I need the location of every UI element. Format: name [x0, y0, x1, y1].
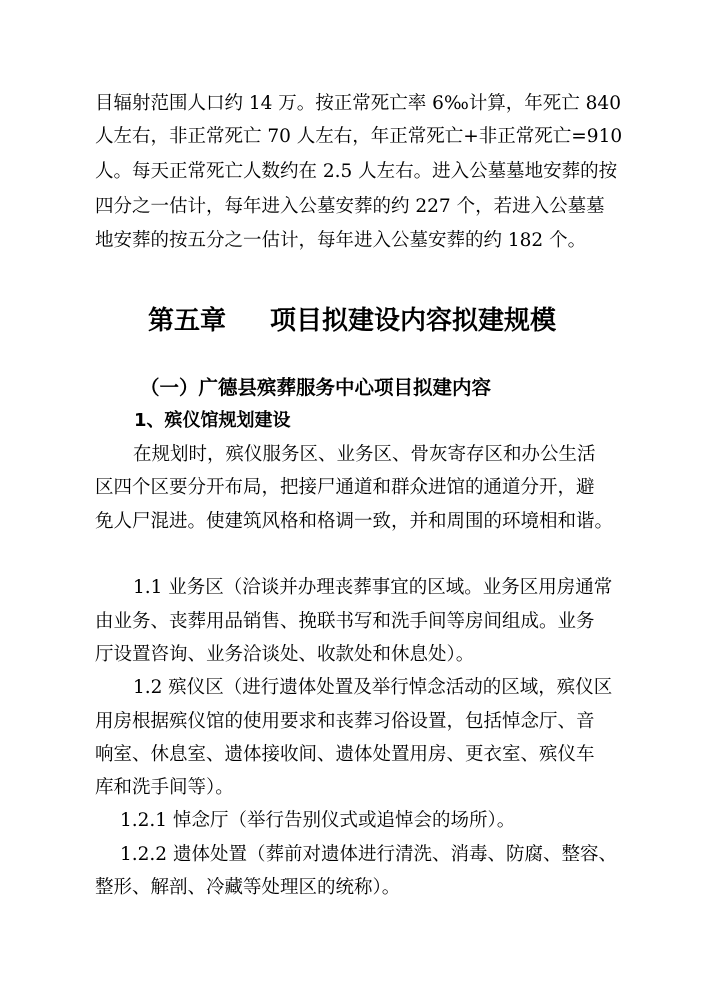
- business-line-2: 由业务、丧葬用品销售、挽联书写和洗手间等房间组成。业务: [95, 611, 595, 632]
- chapter-title: 项目拟建设内容拟建规模: [270, 306, 557, 336]
- section-heading: （一）广德县殡葬服务中心项目拟建内容: [140, 376, 492, 399]
- item-1-2-2-line-2: 整形、解剖、冷藏等处理区的统称）。: [95, 877, 401, 898]
- funeral-line-1: 1.2 殡仪区（进行遗体处置及举行悼念活动的区域，殡仪区: [133, 677, 613, 698]
- item-1-2-2-line-1: 1.2.2 遗体处置（葬前对遗体进行清洗、消毒、防腐、整容、: [120, 844, 617, 865]
- business-line-3: 厅设置咨询、业务洽谈处、收款处和休息处）。: [95, 644, 475, 665]
- intro-line-2: 人左右，非正常死亡 70 人左右，年正常死亡+非正常死亡=910: [95, 126, 623, 147]
- subsection-heading: 1、殡仪馆规划建设: [134, 410, 291, 431]
- planning-line-1: 在规划时，殡仪服务区、业务区、骨灰寄存区和办公生活: [133, 444, 596, 465]
- intro-line-3: 人。每天正常死亡人数约在 2.5 人左右。进入公墓墓地安葬的按: [95, 161, 618, 182]
- business-line-1: 1.1 业务区（洽谈并办理丧葬事宜的区域。业务区用房通常: [133, 577, 613, 598]
- funeral-line-2: 用房根据殡仪馆的使用要求和丧葬习俗设置，包括悼念厅、音: [95, 711, 595, 732]
- funeral-line-4: 库和洗手间等）。: [95, 777, 234, 798]
- planning-line-2: 区四个区要分开布局，把接尸通道和群众进馆的通道分开，避: [95, 477, 595, 498]
- planning-line-3: 免人尸混进。使建筑风格和格调一致，并和周围的环境相和谐。: [95, 511, 614, 532]
- item-1-2-1: 1.2.1 悼念厅（举行告别仪式或追悼会的场所）。: [120, 810, 516, 831]
- intro-line-5: 地安葬的按五分之一估计，每年进入公墓安葬的约 182 个。: [95, 230, 587, 251]
- chapter-number: 第五章: [148, 306, 227, 336]
- intro-line-4: 四分之一估计，每年进入公墓安葬的约 227 个，若进入公墓墓: [95, 196, 605, 217]
- funeral-line-3: 响室、休息室、遗体接收间、遗体处置用房、更衣室、殡仪车: [95, 744, 595, 765]
- chapter-heading: [148, 304, 556, 338]
- intro-line-1: 目辐射范围人口约 14 万。按正常死亡率 6‰计算，年死亡 840: [95, 93, 621, 114]
